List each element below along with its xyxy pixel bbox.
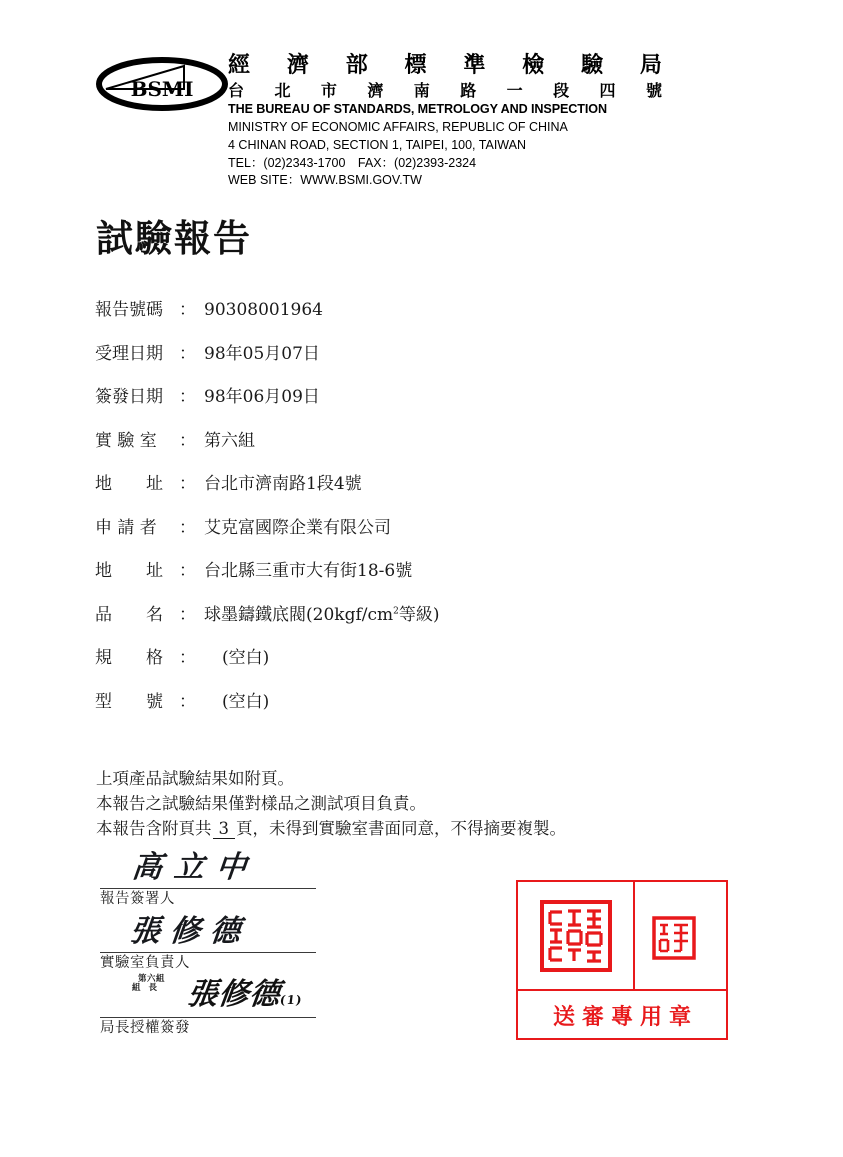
note-line-1: 上項產品試驗結果如附頁。 — [96, 769, 294, 788]
field-label: 地 址 — [95, 561, 163, 581]
stamp-seal-row — [518, 882, 726, 991]
note-line-3-suffix: 頁，未得到實驗室書面同意，不得摘要複製。 — [236, 819, 566, 839]
field-value-specification: (空白) — [222, 648, 270, 668]
field-row-report-number — [95, 295, 695, 339]
department-stamp-row2: 組長 — [132, 983, 166, 994]
address-char: 市 — [320, 80, 337, 100]
stamp-caption-text: 送審專用章 — [552, 1003, 698, 1030]
agency-address-chinese — [228, 81, 662, 102]
page-title: 試驗報告 — [96, 216, 252, 260]
product-unit-superscript: 2 — [393, 605, 399, 616]
signature-group-authorized — [100, 973, 316, 1039]
small-seal-icon — [652, 916, 696, 960]
address-char: 路 — [460, 80, 477, 100]
report-fields — [95, 295, 695, 730]
field-row-lab-address — [95, 469, 695, 513]
agency-char: 檢 — [522, 52, 545, 78]
telephone-fax-line: TEL：(02)2343-1700 FAX：(02)2393-2324 — [228, 155, 477, 170]
field-colon: ： — [179, 691, 196, 712]
field-colon: ： — [179, 604, 196, 625]
official-red-stamp — [516, 880, 728, 1040]
signature-caption-reporter: 報告簽署人 — [100, 891, 175, 907]
field-label: 品 名 — [95, 604, 163, 625]
address-char: 一 — [506, 80, 523, 100]
signature-group-reporter — [100, 848, 316, 910]
field-row-applicant-address — [95, 556, 695, 600]
field-colon: ： — [179, 517, 196, 538]
address-char: 四 — [599, 80, 616, 100]
address-char: 濟 — [367, 80, 384, 100]
signature-group-lab-head — [100, 912, 316, 974]
address-line-english: 4 CHINAN ROAD, SECTION 1, TAIPEI, 100, TAIWAN — [228, 137, 526, 152]
field-colon: ： — [179, 648, 196, 668]
large-seal-icon — [540, 900, 612, 972]
signature-name-authorized: 張修德 — [185, 977, 283, 1013]
field-label: 型 號 — [95, 691, 163, 712]
field-value-issue-date: 98年06月09日 — [204, 387, 320, 407]
notes-section — [96, 766, 566, 841]
address-char: 段 — [553, 80, 570, 100]
field-colon: ： — [179, 387, 196, 407]
field-value-product-name — [196, 600, 439, 625]
field-row-specification — [95, 643, 695, 687]
field-label: 規 格 — [95, 648, 163, 668]
department-stamp — [132, 975, 186, 1005]
agency-char: 局 — [639, 52, 662, 78]
ministry-line: MINISTRY OF ECONOMIC AFFAIRS, REPUBLIC OF CHINA — [228, 120, 568, 135]
signature-row-authorized — [100, 973, 316, 1013]
header-text-block — [228, 52, 674, 190]
svg-text:BSMI: BSMI — [130, 77, 194, 101]
agency-char: 準 — [463, 52, 486, 78]
signature-caption-lab-head: 實驗室負責人 — [100, 954, 190, 971]
field-row-product-name — [95, 600, 695, 644]
note-line-3-prefix: 本報告含附頁共 — [96, 819, 212, 839]
product-name-tail: 等級) — [398, 604, 440, 625]
field-label: 簽發日期 — [95, 387, 163, 407]
stamp-cell-left — [518, 882, 635, 989]
field-colon: ： — [179, 474, 196, 494]
address-char: 北 — [274, 80, 291, 100]
note-line-3 — [96, 816, 566, 841]
field-row-received-date — [95, 339, 695, 383]
signature-handwriting-authorized — [185, 969, 306, 1013]
field-colon: ： — [179, 561, 196, 581]
field-row-laboratory — [95, 426, 695, 470]
field-value-lab-address: 台北市濟南路1段4號 — [204, 474, 362, 494]
field-value-laboratory: 第六組 — [204, 430, 255, 451]
field-row-model-number — [95, 687, 695, 731]
website-line: WEB SITE：WWW.BSMI.GOV.TW — [228, 173, 422, 188]
field-row-applicant — [95, 513, 695, 557]
field-label: 報告號碼 — [95, 300, 163, 320]
stamp-cell-right — [635, 882, 726, 989]
field-label: 申 請 者 — [95, 517, 157, 538]
address-char: 號 — [645, 80, 662, 100]
agency-char: 標 — [404, 52, 427, 78]
field-value-report-number: 90308001964 — [204, 300, 323, 320]
field-value-received-date: 98年05月07日 — [204, 343, 320, 364]
field-label: 受理日期 — [95, 343, 163, 364]
field-value-applicant-address: 台北縣三重市大有街18-6號 — [204, 561, 413, 581]
agency-char: 濟 — [286, 52, 309, 78]
signature-handwriting-lab-head: 張修德 — [128, 913, 252, 949]
signature-caption-authorized: 局長授權簽發 — [100, 1020, 190, 1037]
department-stamp-row1: 第六組 — [138, 974, 166, 985]
stamp-caption-row — [518, 991, 726, 1039]
bsmi-logo-icon — [96, 56, 228, 112]
document-header — [96, 52, 716, 188]
signature-block — [100, 848, 316, 1039]
agency-char: 經 — [228, 52, 251, 78]
field-value-applicant: 艾克富國際企業有限公司 — [204, 517, 391, 538]
agency-name-english: THE BUREAU OF STANDARDS, METROLOGY AND INSPECTION — [228, 102, 607, 117]
field-value-model-number: (空白) — [222, 691, 270, 712]
field-colon: ： — [179, 300, 196, 320]
field-colon: ： — [179, 343, 196, 364]
address-char: 台 — [228, 80, 245, 100]
page-count-value: 3 — [213, 819, 236, 839]
field-colon: ： — [179, 430, 196, 451]
signature-handwriting-reporter: 高立中 — [130, 850, 260, 885]
field-label: 地 址 — [95, 474, 163, 494]
product-name-main: 球墨鑄鐵底閥(20kgf/cm — [204, 604, 394, 625]
agency-char: 驗 — [581, 52, 604, 78]
agency-name-chinese — [228, 52, 662, 80]
address-char: 南 — [413, 80, 430, 100]
field-label: 實 驗 室 — [95, 430, 157, 451]
note-line-2: 本報告之試驗結果僅對樣品之測試項目負責。 — [96, 794, 426, 814]
agency-char: 部 — [345, 52, 368, 78]
signature-suffix-authorized: (1) — [279, 993, 304, 1008]
field-row-issue-date — [95, 382, 695, 426]
